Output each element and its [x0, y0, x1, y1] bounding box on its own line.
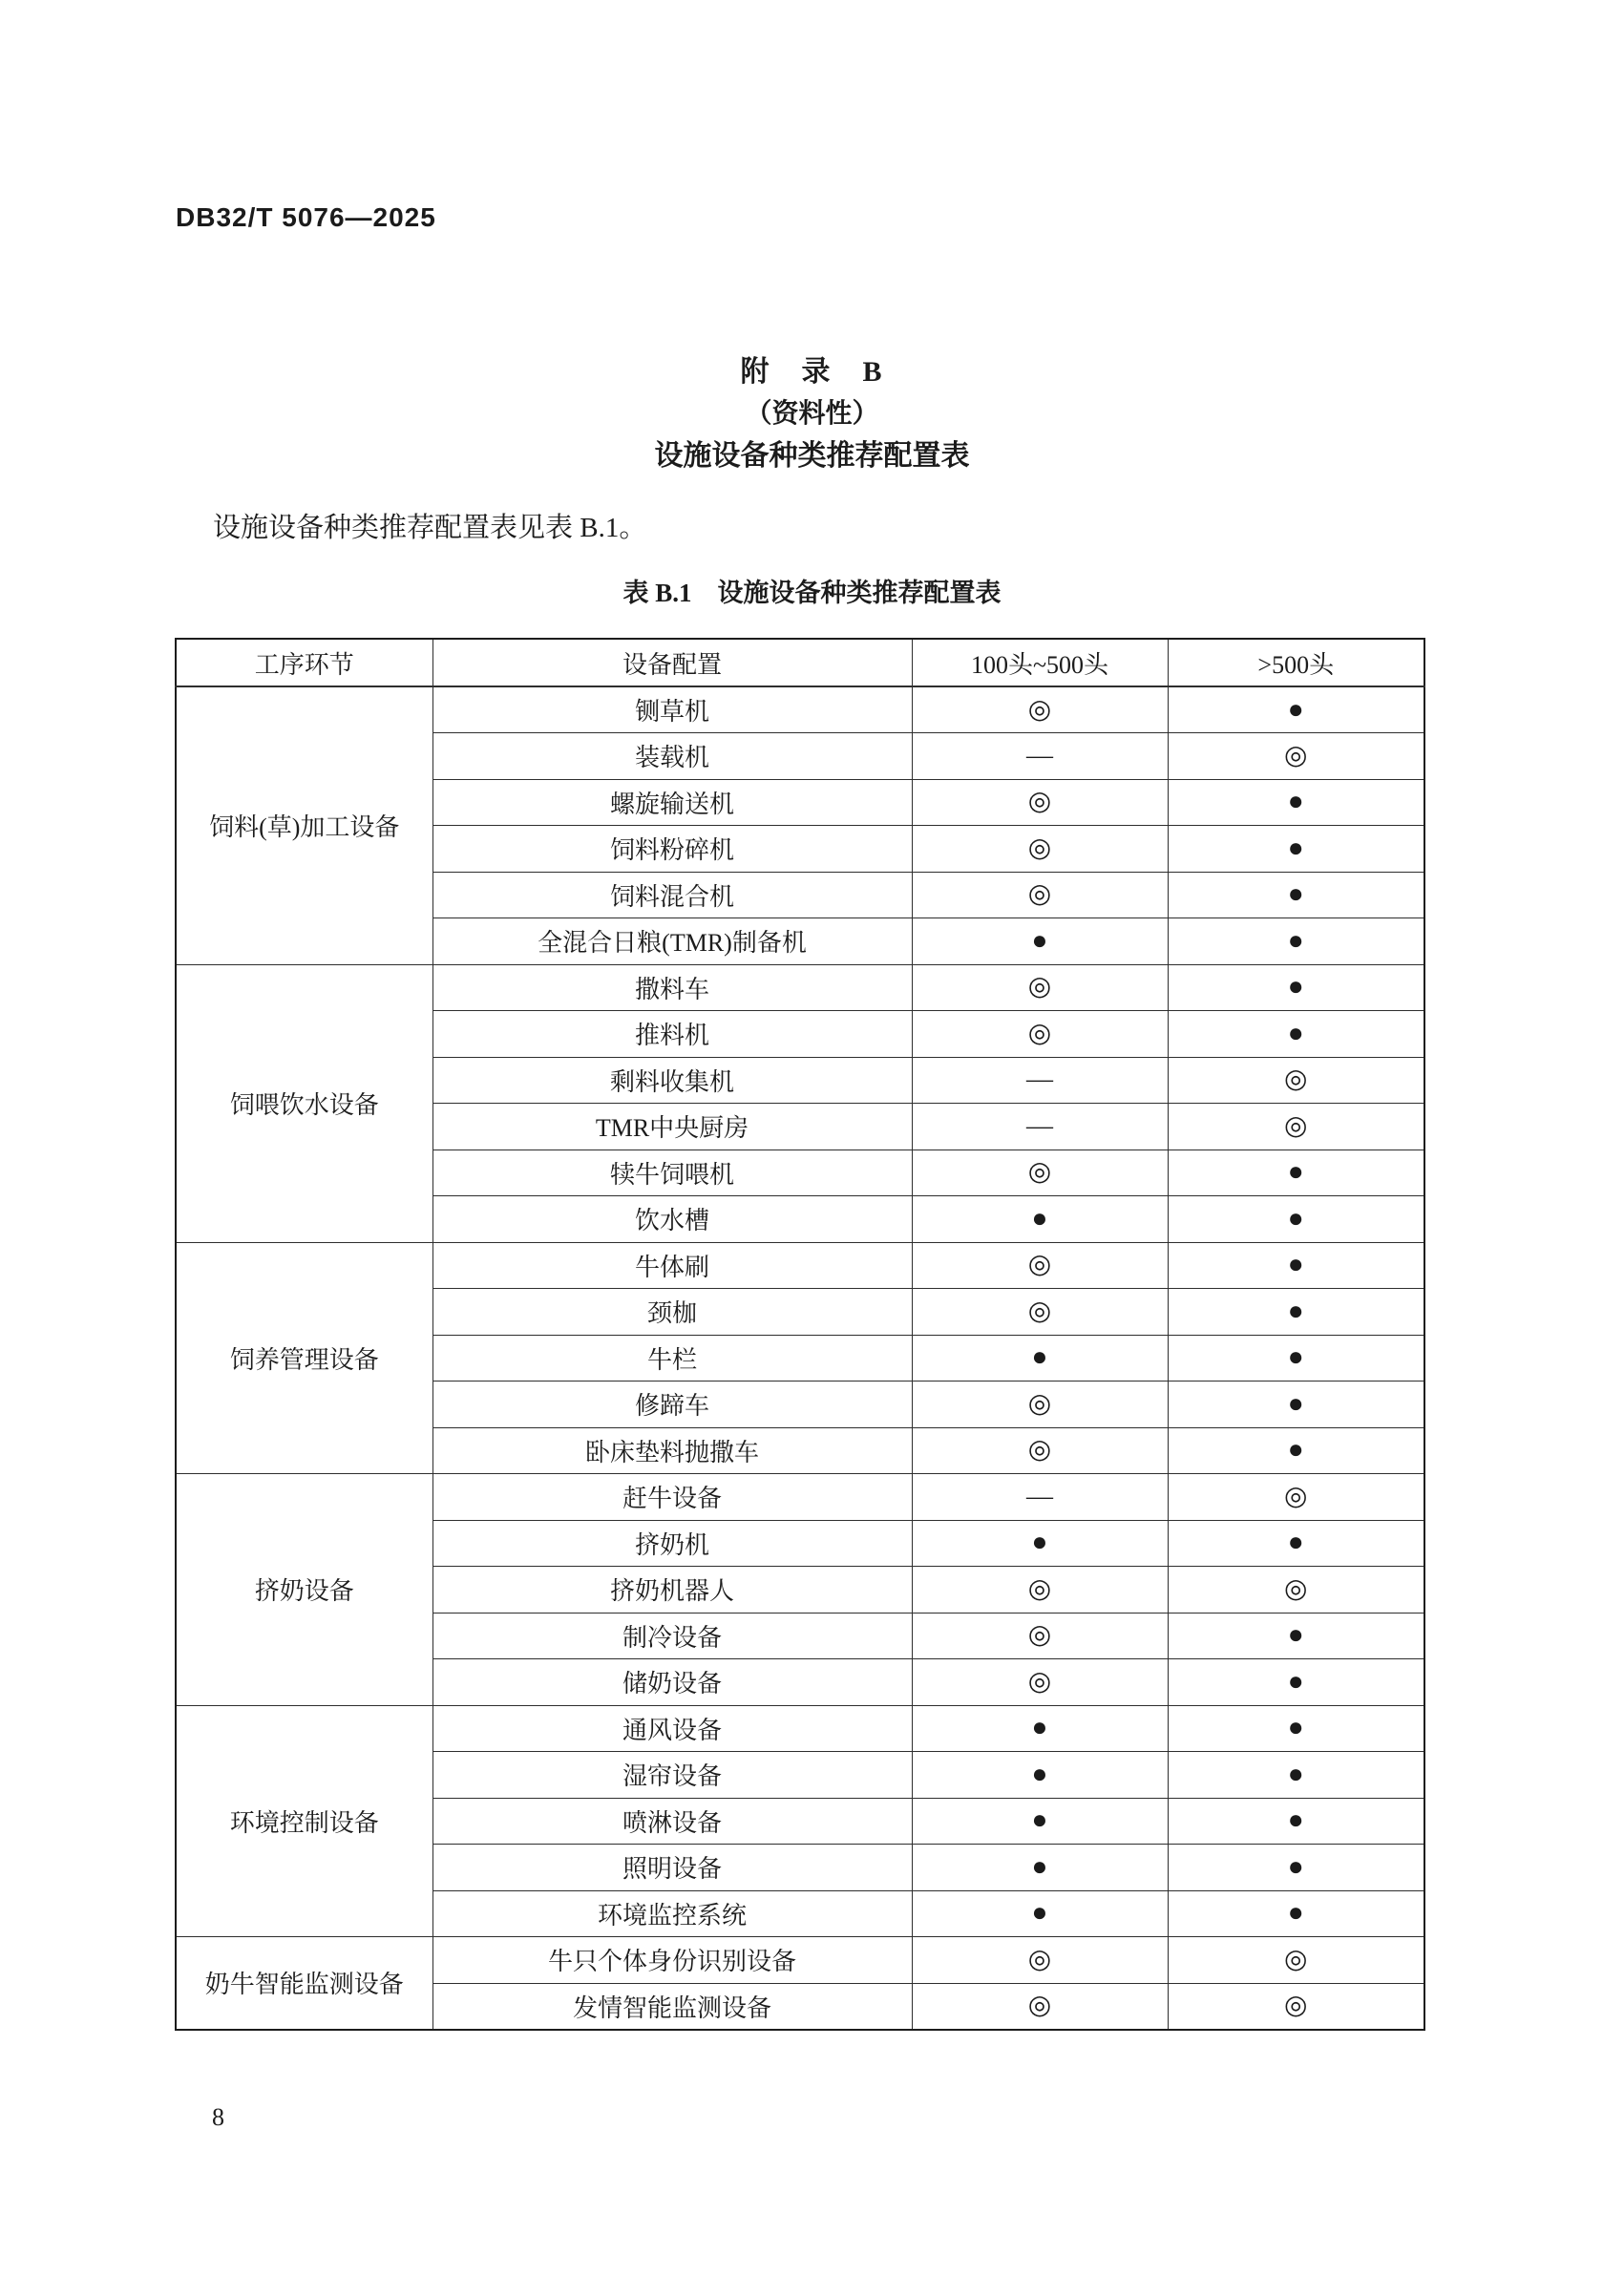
config-symbol-large-herd: ●	[1168, 1289, 1424, 1336]
config-symbol-small-herd: —	[912, 1104, 1168, 1150]
config-symbol-small-herd: ◎	[912, 1937, 1168, 1984]
config-symbol-small-herd: ●	[912, 1798, 1168, 1845]
config-symbol-small-herd: ●	[912, 1845, 1168, 1891]
config-symbol-small-herd: —	[912, 1057, 1168, 1104]
device-cell: 储奶设备	[432, 1659, 912, 1706]
table-row	[176, 964, 1424, 1011]
device-cell: 牛栏	[432, 1335, 912, 1382]
header-herd-100-500: 100头~500头	[912, 639, 1168, 686]
device-cell: 照明设备	[432, 1845, 912, 1891]
config-symbol-small-herd: ●	[912, 1335, 1168, 1382]
table-body	[176, 686, 1424, 2030]
table-row	[176, 1705, 1424, 1752]
config-symbol-large-herd: ●	[1168, 1335, 1424, 1382]
intro-paragraph: 设施设备种类推荐配置表见表 B.1。	[213, 513, 647, 543]
table-row	[176, 1937, 1424, 1984]
config-symbol-small-herd: —	[912, 733, 1168, 780]
table-header-row	[176, 639, 1424, 686]
device-cell: 环境监控系统	[432, 1890, 912, 1937]
standard-number-header: DB32/T 5076—2025	[176, 202, 436, 232]
device-cell: 修蹄车	[432, 1382, 912, 1428]
config-symbol-large-herd: ●	[1168, 826, 1424, 873]
category-cell: 饲养管理设备	[176, 1242, 432, 1474]
device-cell: 犊牛饲喂机	[432, 1150, 912, 1196]
device-cell: 发情智能监测设备	[432, 1983, 912, 2030]
config-symbol-large-herd: ●	[1168, 964, 1424, 1011]
config-symbol-large-herd: ●	[1168, 1659, 1424, 1706]
config-symbol-large-herd: ●	[1168, 1890, 1424, 1937]
device-cell: 饲料粉碎机	[432, 826, 912, 873]
config-symbol-large-herd: ◎	[1168, 1567, 1424, 1614]
header-equipment-config: 设备配置	[432, 639, 912, 686]
config-symbol-large-herd: ●	[1168, 1196, 1424, 1243]
config-symbol-large-herd: ●	[1168, 872, 1424, 918]
config-symbol-small-herd: ◎	[912, 1613, 1168, 1659]
config-symbol-large-herd: ●	[1168, 1845, 1424, 1891]
appendix-title-block	[0, 351, 1624, 477]
config-symbol-large-herd: ●	[1168, 918, 1424, 965]
config-symbol-small-herd: ◎	[912, 1427, 1168, 1474]
config-symbol-small-herd: ●	[912, 918, 1168, 965]
device-cell: 牛只个体身份识别设备	[432, 1937, 912, 1984]
category-cell: 饲料(草)加工设备	[176, 686, 432, 964]
config-symbol-small-herd: ●	[912, 1196, 1168, 1243]
config-symbol-small-herd: ◎	[912, 1150, 1168, 1196]
config-symbol-small-herd: ●	[912, 1752, 1168, 1799]
device-cell: 挤奶机器人	[432, 1567, 912, 1614]
config-symbol-large-herd: ◎	[1168, 1937, 1424, 1984]
config-symbol-small-herd: ●	[912, 1890, 1168, 1937]
config-symbol-small-herd: —	[912, 1474, 1168, 1521]
table-caption: 表 B.1 设施设备种类推荐配置表	[622, 579, 1002, 607]
device-cell: 牛体刷	[432, 1242, 912, 1289]
config-symbol-small-herd: ●	[912, 1705, 1168, 1752]
device-cell: 颈枷	[432, 1289, 912, 1336]
config-symbol-large-herd: ◎	[1168, 1104, 1424, 1150]
config-symbol-small-herd: ◎	[912, 872, 1168, 918]
config-symbol-large-herd: ●	[1168, 1427, 1424, 1474]
device-cell: TMR中央厨房	[432, 1104, 912, 1150]
config-symbol-small-herd: ●	[912, 1520, 1168, 1567]
config-symbol-large-herd: ◎	[1168, 1057, 1424, 1104]
table-row	[176, 1242, 1424, 1289]
config-symbol-large-herd: ◎	[1168, 1983, 1424, 2030]
appendix-title: 附 录 B	[740, 356, 884, 388]
device-cell: 通风设备	[432, 1705, 912, 1752]
config-table	[175, 638, 1425, 2031]
category-cell: 挤奶设备	[176, 1474, 432, 1706]
category-cell: 奶牛智能监测设备	[176, 1937, 432, 2030]
device-cell: 撒料车	[432, 964, 912, 1011]
config-symbol-small-herd: ◎	[912, 1289, 1168, 1336]
device-cell: 推料机	[432, 1011, 912, 1058]
config-symbol-small-herd: ◎	[912, 964, 1168, 1011]
config-symbol-small-herd: ◎	[912, 826, 1168, 873]
config-symbol-small-herd: ◎	[912, 1659, 1168, 1706]
config-symbol-small-herd: ◎	[912, 1382, 1168, 1428]
device-cell: 饮水槽	[432, 1196, 912, 1243]
config-symbol-small-herd: ◎	[912, 1011, 1168, 1058]
config-symbol-small-herd: ◎	[912, 1242, 1168, 1289]
config-symbol-large-herd: ●	[1168, 686, 1424, 733]
device-cell: 螺旋输送机	[432, 779, 912, 826]
config-symbol-large-herd: ●	[1168, 1382, 1424, 1428]
device-cell: 装载机	[432, 733, 912, 780]
device-cell: 卧床垫料抛撒车	[432, 1427, 912, 1474]
config-symbol-small-herd: ◎	[912, 686, 1168, 733]
appendix-heading: 设施设备种类推荐配置表	[654, 440, 970, 472]
device-cell: 饲料混合机	[432, 872, 912, 918]
page-number: 8	[212, 2103, 224, 2131]
category-cell: 环境控制设备	[176, 1705, 432, 1937]
table-row	[176, 686, 1424, 733]
device-cell: 铡草机	[432, 686, 912, 733]
device-cell: 喷淋设备	[432, 1798, 912, 1845]
config-symbol-small-herd: ◎	[912, 1983, 1168, 2030]
config-symbol-large-herd: ◎	[1168, 1474, 1424, 1521]
device-cell: 制冷设备	[432, 1613, 912, 1659]
config-symbol-large-herd: ●	[1168, 779, 1424, 826]
device-cell: 剩料收集机	[432, 1057, 912, 1104]
device-cell: 湿帘设备	[432, 1752, 912, 1799]
device-cell: 全混合日粮(TMR)制备机	[432, 918, 912, 965]
config-symbol-large-herd: ●	[1168, 1752, 1424, 1799]
config-symbol-large-herd: ●	[1168, 1011, 1424, 1058]
config-symbol-large-herd: ◎	[1168, 733, 1424, 780]
appendix-normative-label: （资料性）	[745, 399, 879, 429]
header-process-step: 工序环节	[176, 639, 432, 686]
device-cell: 赶牛设备	[432, 1474, 912, 1521]
config-symbol-large-herd: ●	[1168, 1705, 1424, 1752]
header-herd-gt-500: >500头	[1168, 639, 1424, 686]
config-symbol-small-herd: ◎	[912, 1567, 1168, 1614]
config-symbol-small-herd: ◎	[912, 779, 1168, 826]
config-symbol-large-herd: ●	[1168, 1150, 1424, 1196]
category-cell: 饲喂饮水设备	[176, 964, 432, 1242]
table-row	[176, 1474, 1424, 1521]
device-cell: 挤奶机	[432, 1520, 912, 1567]
config-symbol-large-herd: ●	[1168, 1613, 1424, 1659]
config-symbol-large-herd: ●	[1168, 1520, 1424, 1567]
config-symbol-large-herd: ●	[1168, 1798, 1424, 1845]
config-symbol-large-herd: ●	[1168, 1242, 1424, 1289]
